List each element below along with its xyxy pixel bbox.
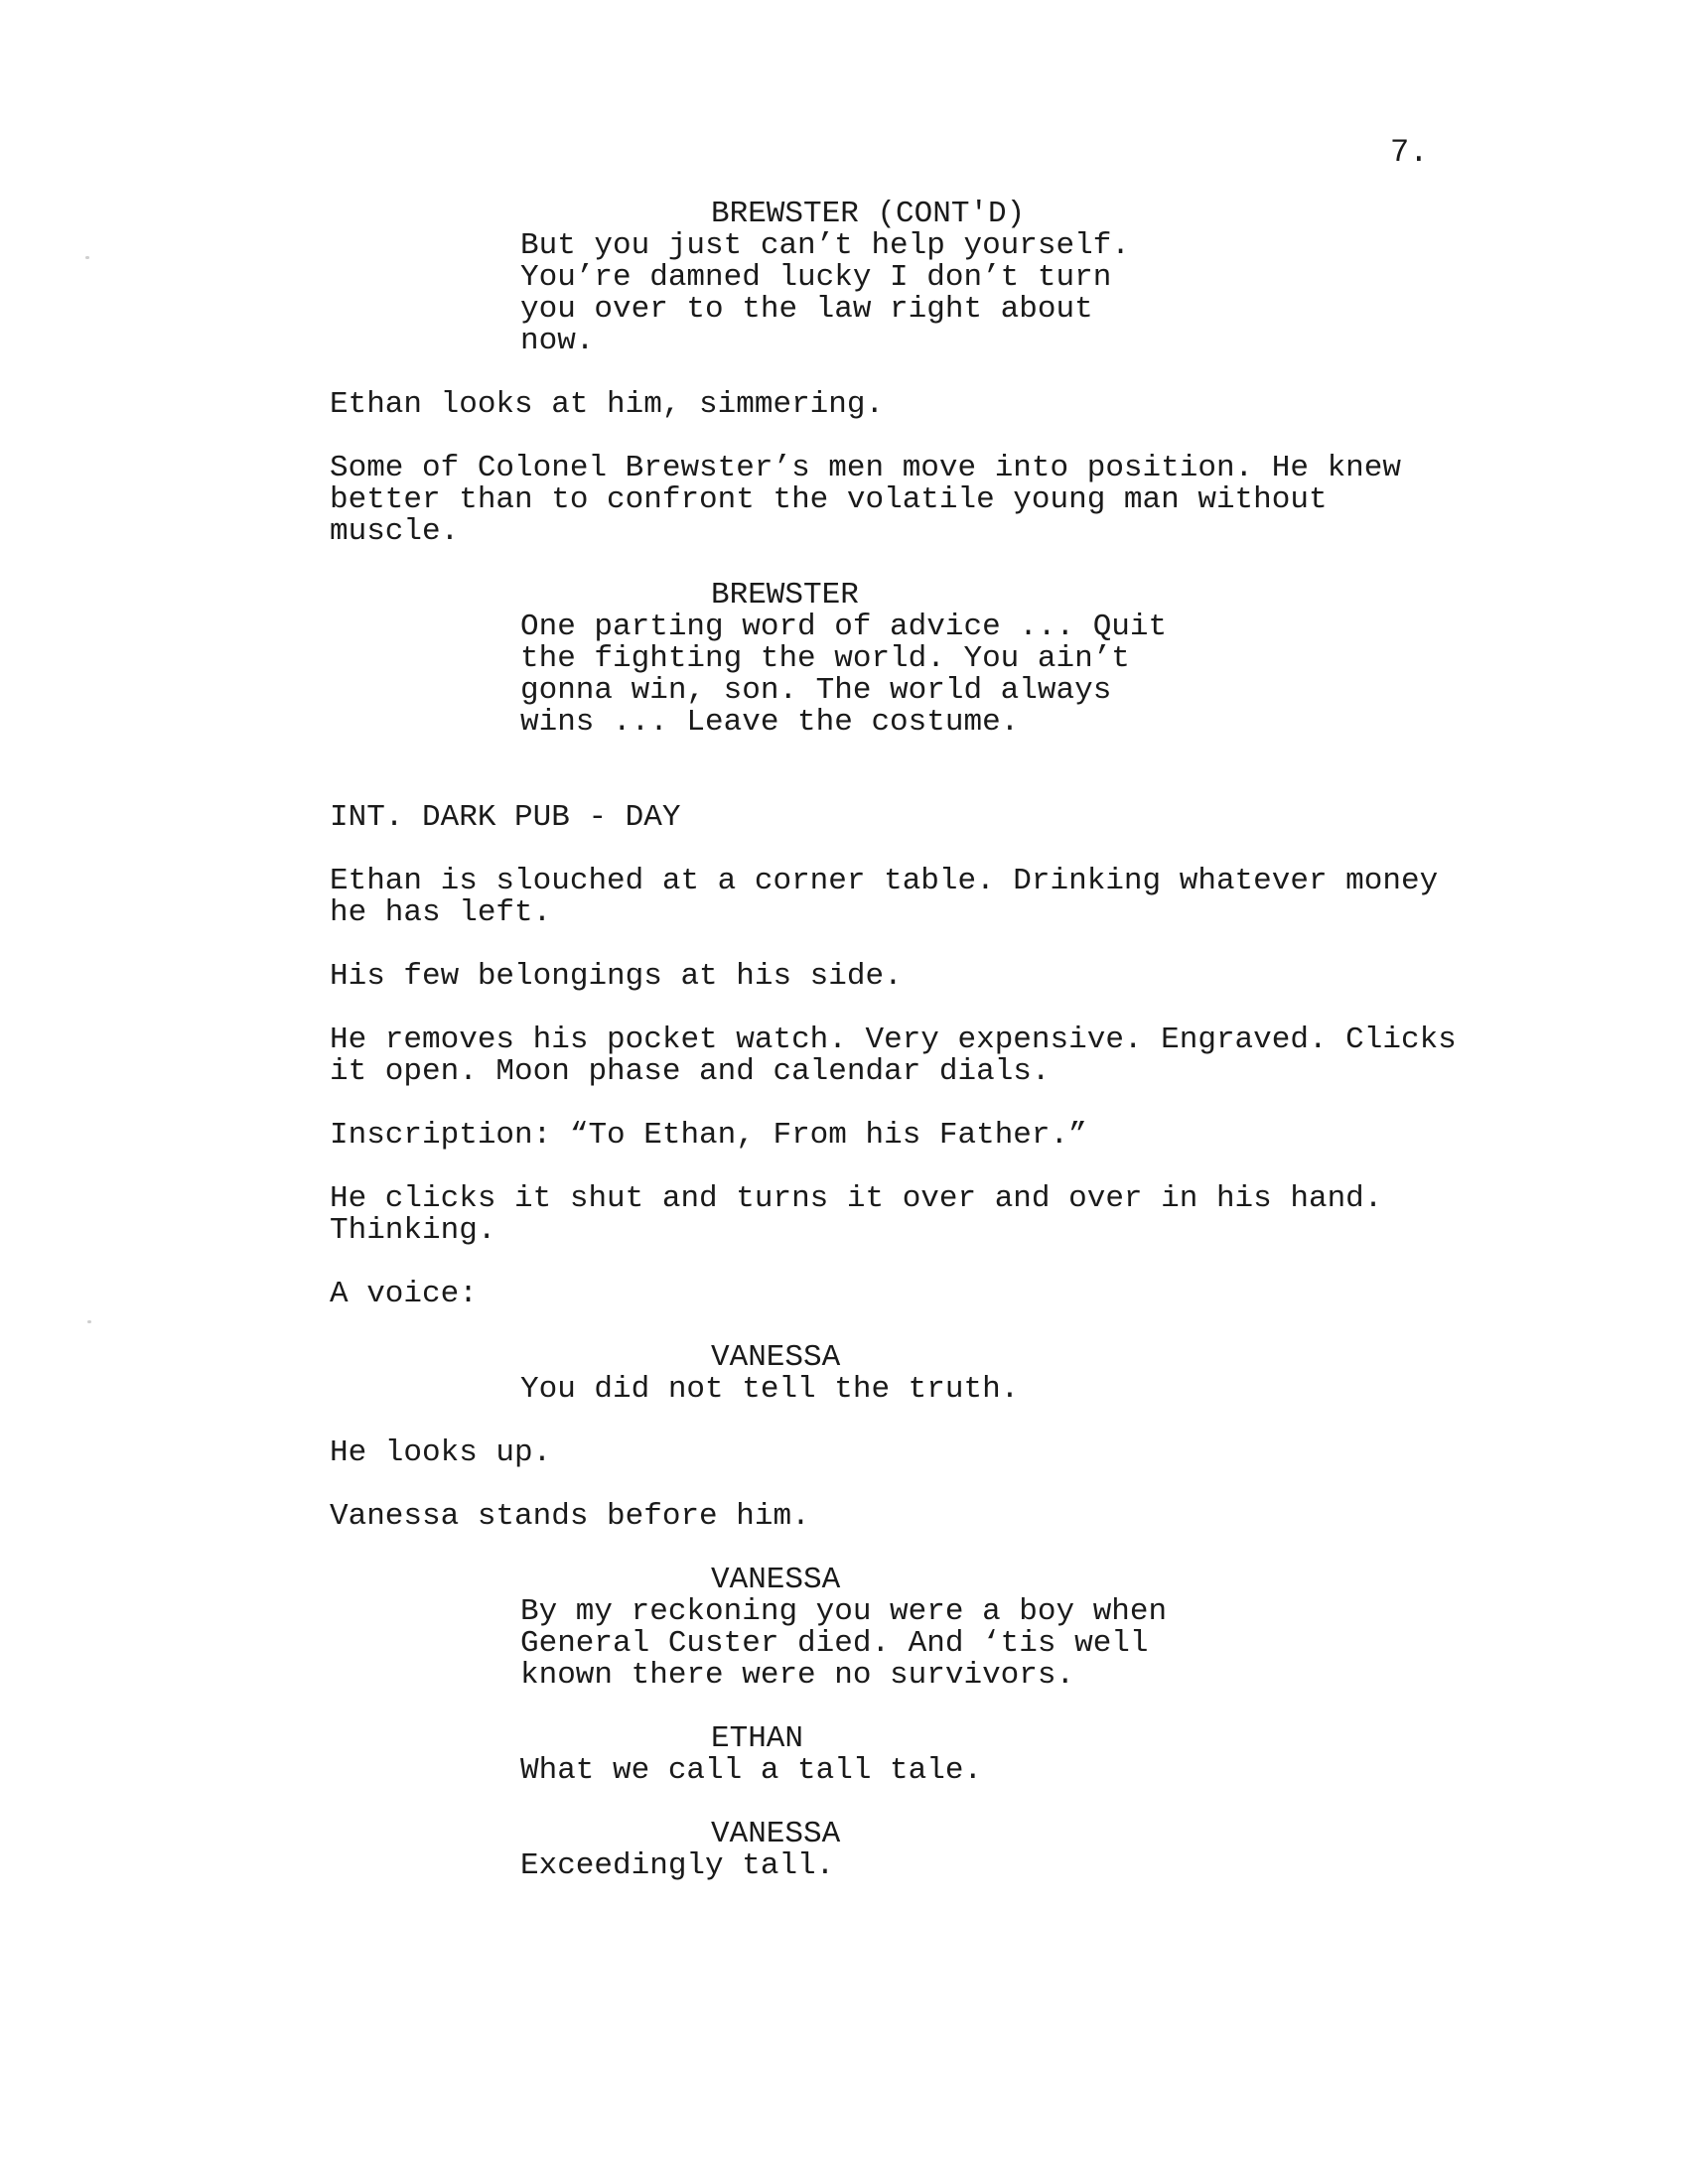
- scan-speck: [85, 256, 89, 259]
- blank-line: [330, 834, 1481, 866]
- dialogue-line: You did not tell the truth.: [520, 1372, 1020, 1407]
- blank-line: [330, 357, 1481, 389]
- blank-line: [330, 1469, 1481, 1501]
- action-line: Thinking.: [330, 1213, 496, 1248]
- dialogue-line: What we call a tall tale.: [520, 1753, 983, 1788]
- action-line: He looks up.: [330, 1435, 552, 1470]
- dialogue-line: One parting word of advice ... Quit: [520, 610, 1168, 644]
- action-line: Some of Colonel Brewster’s men move into position. He knew: [330, 451, 1401, 485]
- dialogue-line: wins ... Leave the costume.: [520, 705, 1020, 740]
- blank-line: [330, 421, 1481, 453]
- blank-line: [330, 1088, 1481, 1120]
- character-name: BREWSTER (CONT'D): [711, 197, 1026, 231]
- action-line: muscle.: [330, 514, 460, 549]
- page-number: 7.: [1390, 134, 1429, 171]
- dialogue-line: the fighting the world. You ain’t: [520, 641, 1130, 676]
- action-line: Inscription: “To Ethan, From his Father.”: [330, 1118, 1087, 1153]
- character-name: ETHAN: [711, 1721, 804, 1756]
- dialogue-line: gonna win, son. The world always: [520, 673, 1112, 708]
- blank-line: [330, 1247, 1481, 1279]
- dialogue-line: But you just can’t help yourself.: [520, 228, 1130, 263]
- dialogue-line: General Custer died. And ‘tis well: [520, 1626, 1149, 1661]
- script-body: [330, 199, 1481, 1882]
- character-name: VANESSA: [711, 1340, 841, 1375]
- action-line: Ethan looks at him, simmering.: [330, 387, 885, 422]
- action-line: He clicks it shut and turns it over and over in his hand.: [330, 1181, 1383, 1216]
- action-line: His few belongings at his side.: [330, 959, 903, 994]
- action-line: A voice:: [330, 1277, 478, 1311]
- blank-line: [330, 929, 1481, 961]
- action-line: better than to confront the volatile young man without: [330, 482, 1328, 517]
- action-line: Ethan is slouched at a corner table. Drinking whatever money: [330, 864, 1439, 898]
- character-name: BREWSTER: [711, 578, 859, 613]
- blank-line: [330, 1692, 1481, 1723]
- dialogue-line: Exceedingly tall.: [520, 1848, 835, 1883]
- blank-line: [330, 548, 1481, 580]
- blank-line: [330, 993, 1481, 1024]
- dialogue-line: You’re damned lucky I don’t turn: [520, 260, 1112, 295]
- action-line: it open. Moon phase and calendar dials.: [330, 1054, 1051, 1089]
- blank-line: [330, 1152, 1481, 1183]
- dialogue-line: you over to the law right about: [520, 292, 1093, 327]
- action-line: he has left.: [330, 895, 552, 930]
- scan-speck: [87, 1320, 91, 1323]
- blank-line: [330, 1406, 1481, 1437]
- character-name: VANESSA: [711, 1563, 841, 1597]
- dialogue-line: By my reckoning you were a boy when: [520, 1594, 1168, 1629]
- dialogue-line: now.: [520, 324, 595, 358]
- character-name: VANESSA: [711, 1817, 841, 1851]
- blank-line: [330, 1533, 1481, 1565]
- action-line: He removes his pocket watch. Very expensive. Engraved. Clicks: [330, 1023, 1457, 1057]
- dialogue-line: known there were no survivors.: [520, 1658, 1075, 1693]
- scene-heading: INT. DARK PUB - DAY: [330, 800, 681, 835]
- blank-line: [330, 1310, 1481, 1342]
- blank-line: [330, 739, 1481, 770]
- action-line: Vanessa stands before him.: [330, 1499, 810, 1534]
- blank-line: [330, 770, 1481, 802]
- blank-line: [330, 1787, 1481, 1819]
